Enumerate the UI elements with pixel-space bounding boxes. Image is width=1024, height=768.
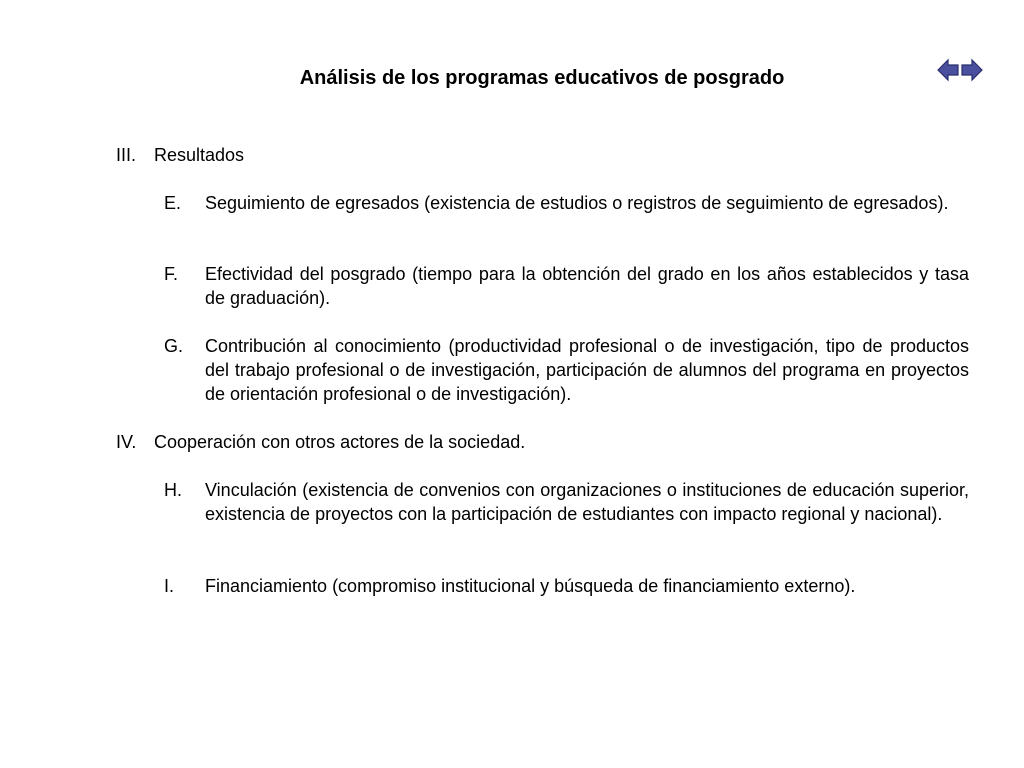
page-title: Análisis de los programas educativos de posgrado [299, 67, 785, 89]
item-text: Seguimiento de egresados (existencia de estudios o registros de seguimiento de egresados). [205, 193, 949, 213]
section-heading [116, 143, 854, 167]
arrow-right-icon[interactable] [961, 58, 983, 82]
section-title: Cooperación con otros actores de la sociedad. [154, 432, 526, 452]
section-number: III. [116, 145, 137, 165]
list-item [164, 191, 969, 215]
item-text: Financiamiento (compromiso institucional y búsqueda de financiamiento externo). [205, 576, 856, 596]
item-text: Efectividad del posgrado (tiempo para la obtención del grado en los años establecidos y tasa de graduación). [205, 264, 969, 308]
list-item [164, 574, 969, 598]
item-letter: I. [164, 576, 175, 596]
item-letter: G. [164, 336, 184, 356]
section-heading [116, 430, 854, 454]
list-item [164, 262, 969, 310]
item-letter: E. [164, 193, 182, 213]
item-letter: H. [164, 480, 182, 500]
list-item [164, 334, 969, 406]
section-number: IV. [116, 432, 137, 452]
item-letter: F. [164, 264, 179, 284]
item-text: Vinculación (existencia de convenios con organizaciones o instituciones de educación superior, existencia de proyectos con la participación de estudiantes con impacto regional y nacional). [205, 480, 969, 524]
section-title: Resultados [154, 145, 245, 165]
slide-navigation [937, 58, 983, 84]
item-text: Contribución al conocimiento (productividad profesional o de investigación, tipo de productos del trabajo profesional o de investigación, participación de alumnos del programa en proyectos de orientación profesional o de investigación). [205, 336, 969, 404]
list-item [164, 478, 969, 526]
arrow-left-icon[interactable] [937, 58, 959, 82]
